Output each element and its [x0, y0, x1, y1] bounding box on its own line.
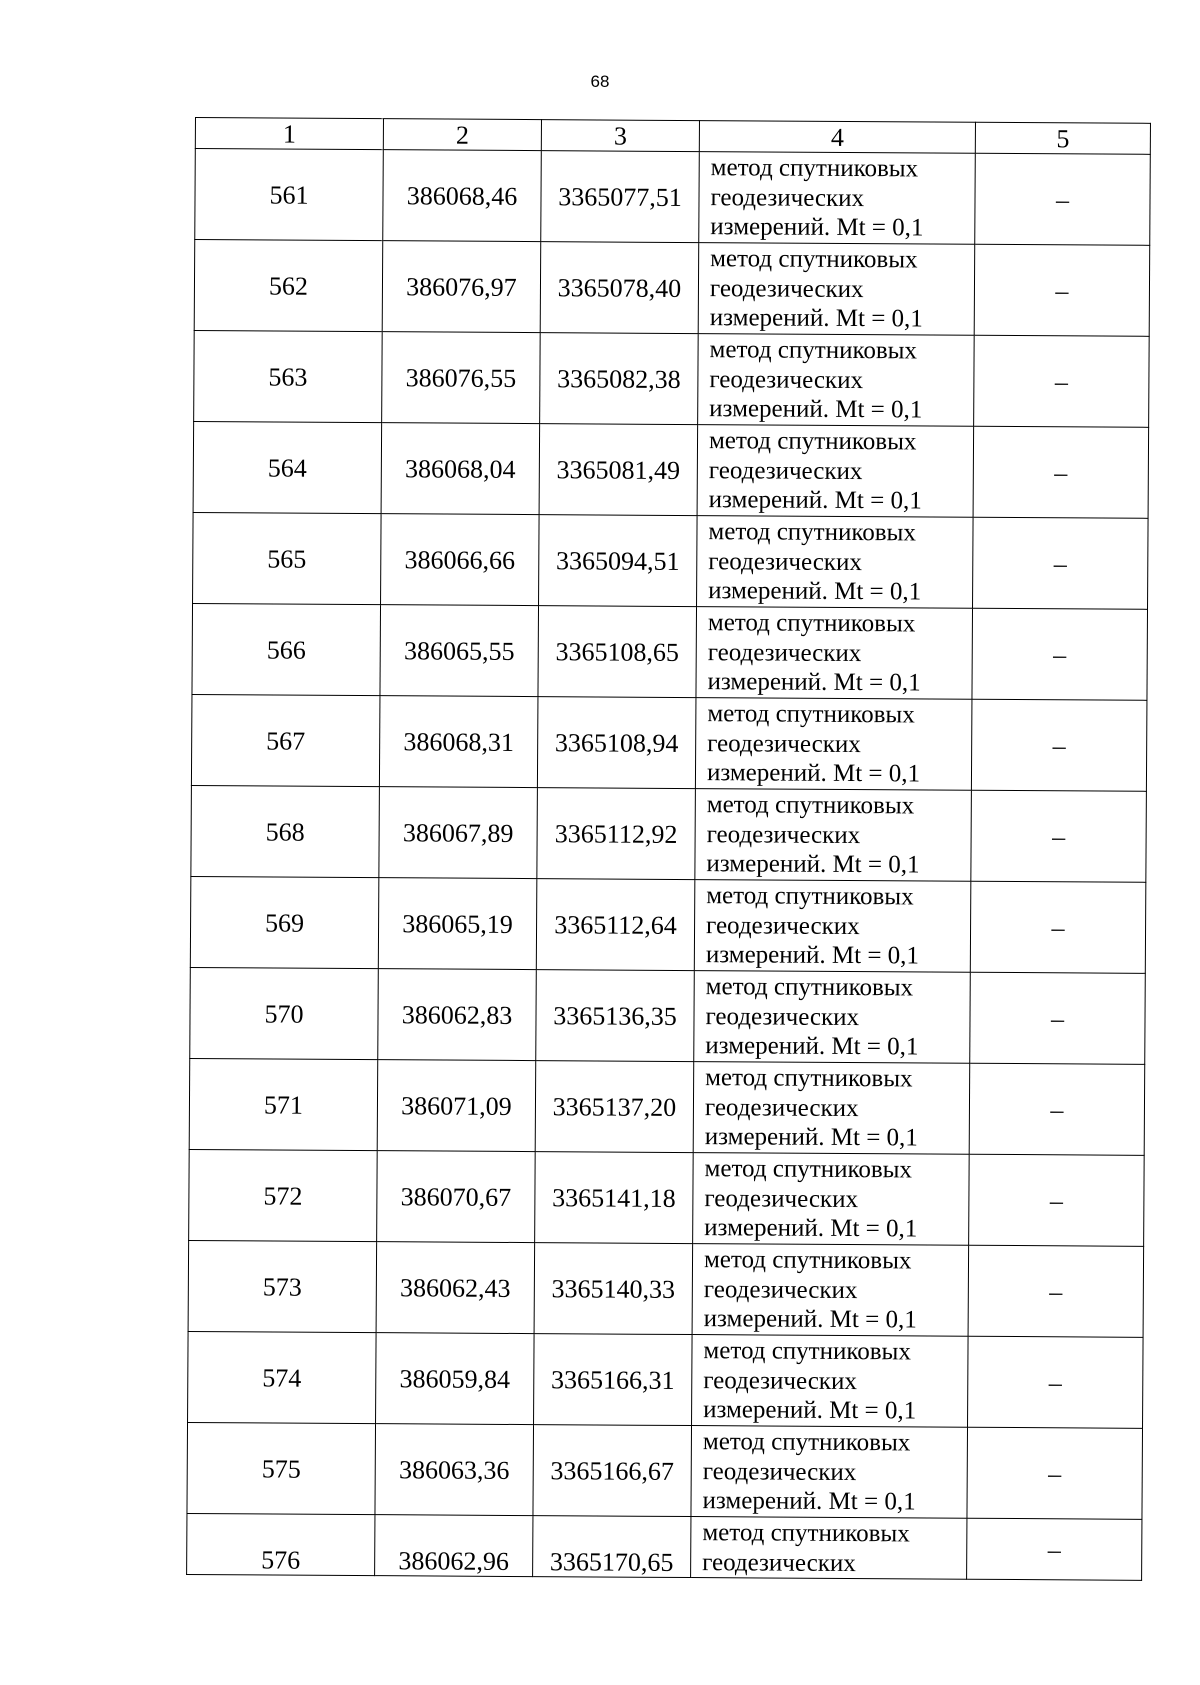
note-cell: –: [967, 1427, 1143, 1519]
method-line: метод спутниковых: [708, 427, 917, 456]
method-cell: [699, 152, 976, 245]
y-coordinate-cell: 3365108,65: [538, 606, 697, 698]
method-cell: [693, 1062, 970, 1155]
method-line: геодезических: [709, 365, 864, 394]
y-coordinate-cell: 3365136,35: [536, 970, 695, 1062]
x-coordinate-cell: 386062,96: [375, 1515, 533, 1577]
method-line: измерений. Mt = 0,1: [702, 1487, 916, 1516]
x-coordinate-cell: 386076,97: [382, 241, 541, 333]
method-cell: [693, 1153, 970, 1246]
y-coordinate-cell: 3365078,40: [540, 242, 699, 334]
table-row-last: [187, 1513, 1142, 1580]
table-row: [193, 421, 1149, 518]
point-number-cell: 567: [191, 694, 380, 786]
column-header-3: 3: [541, 120, 699, 152]
point-number-cell: 563: [194, 330, 383, 422]
x-coordinate-cell: 386066,66: [381, 514, 540, 606]
method-line: геодезических: [708, 456, 863, 485]
note-cell: –: [975, 153, 1151, 245]
method-line: метод спутниковых: [705, 973, 914, 1002]
method-line: метод спутниковых: [709, 336, 918, 365]
method-line: метод спутниковых: [706, 791, 915, 820]
x-coordinate-cell: 386065,19: [378, 878, 537, 970]
method-cell: [697, 425, 974, 518]
note-cell: –: [967, 1518, 1142, 1580]
method-line: измерений. Mt = 0,1: [704, 1123, 918, 1152]
point-number-cell: 561: [195, 149, 384, 241]
point-number-cell: 565: [193, 512, 382, 604]
method-line: метод спутниковых: [710, 154, 919, 183]
x-coordinate-cell: 386062,43: [376, 1242, 535, 1334]
table-row: [192, 603, 1148, 700]
note-cell: –: [974, 244, 1150, 336]
table-row: [191, 694, 1147, 791]
method-line: геодезических: [706, 820, 861, 849]
method-line: метод спутниковых: [702, 1519, 910, 1548]
method-cell: [692, 1244, 969, 1337]
point-number-cell: 566: [192, 603, 381, 695]
method-line: измерений. Mt = 0,1: [703, 1396, 917, 1425]
y-coordinate-cell: 3365166,31: [534, 1334, 693, 1426]
x-coordinate-cell: 386076,55: [382, 332, 541, 424]
column-header-2: 2: [383, 119, 541, 151]
note-cell: –: [971, 699, 1147, 791]
point-number-cell: 569: [190, 876, 379, 968]
y-coordinate-cell: 3365112,64: [536, 879, 695, 971]
method-line: измерений. Mt = 0,1: [709, 395, 923, 424]
y-coordinate-cell: 3365166,67: [533, 1425, 692, 1517]
point-number-cell: 572: [189, 1149, 378, 1241]
method-line: геодезических: [705, 911, 860, 940]
table-row: [193, 512, 1149, 609]
method-line: измерений. Mt = 0,1: [706, 850, 920, 879]
x-coordinate-cell: 386068,04: [381, 423, 540, 515]
method-line: измерений. Mt = 0,1: [703, 1305, 917, 1334]
y-coordinate-cell: 3365077,51: [541, 151, 700, 243]
method-cell: [691, 1426, 968, 1519]
method-cell: [694, 971, 971, 1064]
x-coordinate-cell: 386070,67: [377, 1151, 536, 1243]
note-cell: –: [968, 1245, 1144, 1337]
y-coordinate-cell: 3365108,94: [537, 697, 696, 789]
y-coordinate-cell: 3365112,92: [537, 788, 696, 880]
x-coordinate-cell: 386063,36: [375, 1424, 534, 1516]
method-line: измерений. Mt = 0,1: [709, 304, 923, 333]
method-cell: [698, 334, 975, 427]
method-line: метод спутниковых: [703, 1246, 912, 1275]
method-line: геодезических: [708, 547, 862, 576]
table-body: [187, 149, 1151, 1581]
method-line: геодезических: [710, 183, 865, 212]
column-header-4: 4: [699, 121, 975, 154]
method-cell: [691, 1517, 967, 1580]
method-line: измерений. Mt = 0,1: [704, 1214, 918, 1243]
y-coordinate-cell: 3365170,65: [533, 1516, 691, 1578]
table-row: [191, 785, 1147, 882]
point-number-cell: 575: [187, 1422, 376, 1514]
method-line: геодезических: [705, 1002, 860, 1031]
method-cell: [695, 789, 972, 882]
table-row: [190, 967, 1146, 1064]
point-number-cell: 564: [193, 421, 382, 513]
table-row: [189, 1058, 1145, 1155]
x-coordinate-cell: 386065,55: [380, 605, 539, 697]
x-coordinate-cell: 386071,09: [377, 1060, 536, 1152]
method-line: геодезических: [704, 1093, 859, 1122]
method-line: метод спутниковых: [708, 518, 916, 547]
x-coordinate-cell: 386067,89: [379, 787, 538, 879]
x-coordinate-cell: 386068,46: [383, 150, 542, 242]
x-coordinate-cell: 386059,84: [376, 1333, 535, 1425]
method-line: метод спутниковых: [707, 609, 916, 638]
method-line: метод спутниковых: [707, 700, 915, 729]
method-line: геодезических: [702, 1548, 856, 1577]
point-number-cell: 576: [187, 1513, 375, 1575]
point-number-cell: 571: [189, 1058, 378, 1150]
y-coordinate-cell: 3365137,20: [535, 1061, 694, 1153]
y-coordinate-cell: 3365141,18: [535, 1152, 694, 1244]
method-line: геодезических: [703, 1366, 857, 1395]
method-line: геодезических: [709, 274, 864, 303]
method-cell: [695, 698, 972, 791]
y-coordinate-cell: 3365082,38: [540, 333, 699, 425]
point-number-cell: 568: [191, 785, 380, 877]
method-line: измерений. Mt = 0,1: [705, 941, 920, 970]
table-row: [195, 149, 1151, 246]
method-cell: [692, 1335, 969, 1428]
table-row: [194, 240, 1150, 337]
table-row: [188, 1331, 1144, 1428]
method-line: метод спутниковых: [704, 1155, 913, 1184]
table-row: [188, 1240, 1144, 1337]
method-line: метод спутниковых: [706, 882, 914, 911]
method-cell: [697, 516, 974, 609]
method-line: измерений. Mt = 0,1: [707, 668, 921, 697]
method-line: геодезических: [702, 1457, 857, 1486]
method-line: геодезических: [704, 1184, 859, 1213]
method-line: измерений. Mt = 0,1: [705, 1032, 919, 1061]
table-row: [190, 876, 1146, 973]
note-cell: –: [969, 1063, 1145, 1155]
x-coordinate-cell: 386062,83: [378, 969, 537, 1061]
point-number-cell: 574: [188, 1331, 377, 1423]
note-cell: –: [973, 426, 1149, 518]
method-line: метод спутниковых: [702, 1428, 911, 1457]
note-cell: –: [974, 335, 1150, 427]
table-row: [189, 1149, 1145, 1246]
method-line: метод спутниковых: [705, 1064, 913, 1093]
note-cell: –: [969, 1154, 1145, 1246]
note-cell: –: [973, 517, 1149, 609]
table-row: [187, 1422, 1143, 1519]
y-coordinate-cell: 3365081,49: [539, 424, 698, 516]
point-number-cell: 562: [194, 240, 383, 332]
point-number-cell: 570: [190, 967, 379, 1059]
method-cell: [694, 880, 971, 973]
coordinates-table: [186, 117, 1151, 1581]
note-cell: –: [970, 881, 1146, 973]
method-line: измерений. Mt = 0,1: [706, 759, 921, 788]
method-cell: [698, 243, 975, 336]
method-line: метод спутниковых: [710, 245, 918, 274]
method-line: геодезических: [707, 729, 861, 758]
method-line: метод спутниковых: [703, 1337, 911, 1366]
method-line: измерений. Mt = 0,1: [708, 577, 922, 606]
page-number: 68: [590, 72, 610, 91]
y-coordinate-cell: 3365094,51: [539, 515, 698, 607]
method-cell: [696, 607, 973, 700]
column-header-5: 5: [975, 122, 1150, 154]
note-cell: –: [971, 790, 1147, 882]
note-cell: –: [970, 972, 1146, 1064]
method-line: измерений. Mt = 0,1: [710, 213, 924, 242]
table-row: [194, 330, 1150, 427]
method-line: измерений. Mt = 0,1: [708, 486, 922, 515]
method-line: геодезических: [707, 638, 862, 667]
note-cell: –: [972, 608, 1148, 700]
note-cell: –: [968, 1336, 1144, 1428]
column-header-1: 1: [195, 118, 383, 150]
point-number-cell: 573: [188, 1240, 377, 1332]
method-line: геодезических: [703, 1275, 858, 1304]
y-coordinate-cell: 3365140,33: [534, 1243, 693, 1335]
x-coordinate-cell: 386068,31: [379, 696, 538, 788]
